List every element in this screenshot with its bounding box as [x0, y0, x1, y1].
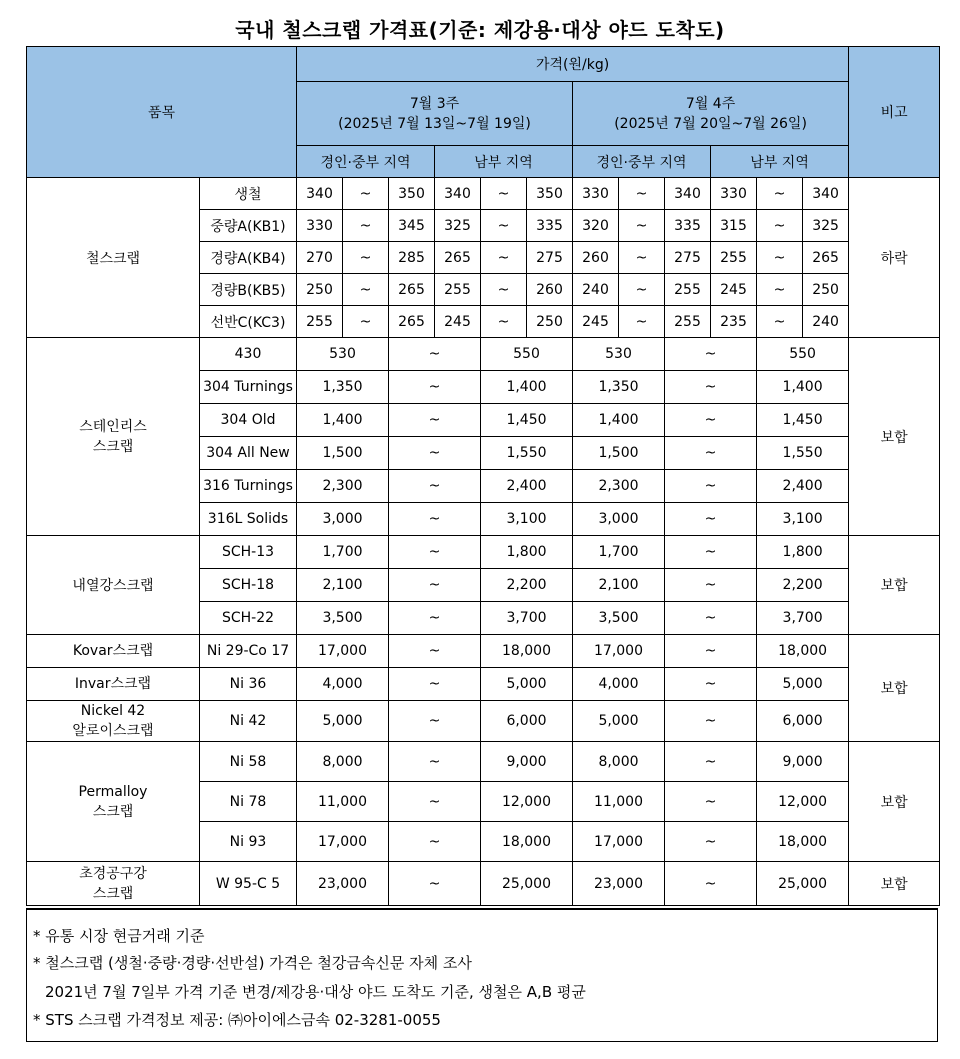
price-min: 11,000: [297, 782, 389, 822]
item-name: 304 Old: [200, 404, 297, 437]
price-min: 17,000: [573, 822, 665, 862]
price-max: 6,000: [757, 701, 849, 742]
price-min: 255: [297, 306, 343, 338]
tilde: ~: [389, 782, 481, 822]
price-min: 8,000: [297, 742, 389, 782]
price-min: 2,300: [297, 470, 389, 503]
price-min: 245: [573, 306, 619, 338]
tilde: ~: [757, 178, 803, 210]
price-max: 255: [665, 306, 711, 338]
tilde: ~: [665, 338, 757, 371]
price-max: 255: [665, 274, 711, 306]
price-min: 315: [711, 210, 757, 242]
note-line: * 유통 시장 현금거래 기준: [33, 927, 205, 945]
note-cell: 보합: [849, 862, 940, 906]
price-max: 260: [527, 274, 573, 306]
price-max: 1,400: [757, 371, 849, 404]
price-max: 25,000: [481, 862, 573, 906]
price-max: 550: [481, 338, 573, 371]
tilde: ~: [757, 274, 803, 306]
tilde: ~: [665, 437, 757, 470]
tilde: ~: [343, 306, 389, 338]
tilde: ~: [481, 242, 527, 274]
table-row: [27, 178, 940, 210]
price-max: 340: [803, 178, 849, 210]
tilde: ~: [665, 470, 757, 503]
price-min: 3,000: [297, 503, 389, 536]
tilde: ~: [389, 404, 481, 437]
price-max: 6,000: [481, 701, 573, 742]
price-min: 320: [573, 210, 619, 242]
price-max: 1,550: [481, 437, 573, 470]
price-max: 1,550: [757, 437, 849, 470]
notes-box: [26, 908, 938, 1042]
price-max: 1,450: [481, 404, 573, 437]
price-min: 3,500: [573, 602, 665, 635]
price-min: 255: [435, 274, 481, 306]
note-line: * 철스크랩 (생철·중량·경량·선반설) 가격은 철강금속신문 자체 조사: [33, 954, 472, 972]
price-min: 270: [297, 242, 343, 274]
header-region-south-w2: 남부 지역: [711, 146, 849, 178]
tilde: ~: [481, 274, 527, 306]
price-min: 8,000: [573, 742, 665, 782]
price-min: 11,000: [573, 782, 665, 822]
price-min: 1,700: [573, 536, 665, 569]
price-max: 265: [803, 242, 849, 274]
tilde: ~: [757, 306, 803, 338]
price-max: 250: [803, 274, 849, 306]
tilde: ~: [665, 602, 757, 635]
price-min: 330: [711, 178, 757, 210]
price-max: 275: [527, 242, 573, 274]
price-max: 265: [389, 306, 435, 338]
item-name: 304 Turnings: [200, 371, 297, 404]
tilde: ~: [619, 274, 665, 306]
price-max: 12,000: [481, 782, 573, 822]
price-min: 17,000: [573, 635, 665, 668]
price-max: 5,000: [481, 668, 573, 701]
price-min: 240: [573, 274, 619, 306]
item-name: Ni 36: [200, 668, 297, 701]
table-row: [27, 635, 940, 668]
tilde: ~: [481, 178, 527, 210]
price-max: 340: [665, 178, 711, 210]
table-row: [27, 862, 940, 906]
tilde: ~: [389, 569, 481, 602]
category-label: 스테인리스: [79, 418, 147, 435]
price-max: 25,000: [757, 862, 849, 906]
price-max: 12,000: [757, 782, 849, 822]
table-row: [27, 668, 940, 701]
price-max: 345: [389, 210, 435, 242]
price-max: 3,700: [481, 602, 573, 635]
price-min: 330: [297, 210, 343, 242]
table-row: [27, 338, 940, 371]
note-cell: 보합: [849, 635, 940, 742]
week-2-range: (2025년 7월 20일~7월 26일): [614, 115, 807, 132]
tilde: ~: [389, 862, 481, 906]
item-name: Ni 93: [200, 822, 297, 862]
price-max: 325: [803, 210, 849, 242]
item-name: 304 All New: [200, 437, 297, 470]
price-min: 5,000: [297, 701, 389, 742]
category-label: 스크랩: [92, 438, 134, 455]
price-min: 1,500: [573, 437, 665, 470]
price-min: 4,000: [573, 668, 665, 701]
price-max: 2,200: [757, 569, 849, 602]
price-max: 2,400: [481, 470, 573, 503]
price-min: 530: [573, 338, 665, 371]
price-min: 1,400: [573, 404, 665, 437]
tilde: ~: [389, 668, 481, 701]
price-max: 335: [665, 210, 711, 242]
price-min: 17,000: [297, 635, 389, 668]
price-min: 250: [297, 274, 343, 306]
header-region-central-w2: 경인·중부 지역: [573, 146, 711, 178]
tilde: ~: [389, 371, 481, 404]
category-label: Kovar스크랩: [72, 643, 154, 659]
price-min: 1,700: [297, 536, 389, 569]
tilde: ~: [757, 242, 803, 274]
price-min: 265: [435, 242, 481, 274]
price-max: 350: [389, 178, 435, 210]
price-min: 1,400: [297, 404, 389, 437]
tilde: ~: [389, 742, 481, 782]
tilde: ~: [343, 274, 389, 306]
note-cell: 보합: [849, 536, 940, 635]
price-min: 325: [435, 210, 481, 242]
price-max: 350: [527, 178, 573, 210]
price-max: 265: [389, 274, 435, 306]
price-min: 3,500: [297, 602, 389, 635]
note-cell: 보합: [849, 742, 940, 862]
tilde: ~: [665, 569, 757, 602]
price-max: 1,400: [481, 371, 573, 404]
price-min: 245: [435, 306, 481, 338]
header-region-south-w1: 남부 지역: [435, 146, 573, 178]
price-max: 1,800: [757, 536, 849, 569]
price-max: 18,000: [481, 635, 573, 668]
price-max: 3,100: [481, 503, 573, 536]
note-cell: 하락: [849, 178, 940, 338]
category-tool-steel: [27, 862, 200, 906]
item-name: 경량A(KB4): [200, 242, 297, 274]
price-min: 3,000: [573, 503, 665, 536]
price-max: 285: [389, 242, 435, 274]
category-label: 초경공구강: [79, 865, 147, 882]
price-max: 250: [527, 306, 573, 338]
price-min: 260: [573, 242, 619, 274]
item-name: 생철: [200, 178, 297, 210]
tilde: ~: [343, 178, 389, 210]
category-label: 스크랩: [92, 803, 134, 820]
price-min: 2,300: [573, 470, 665, 503]
tilde: ~: [665, 404, 757, 437]
category-alloy: [27, 668, 200, 701]
week-1-label: 7월 3주: [409, 95, 460, 112]
header-item: 품목: [27, 47, 297, 178]
tilde: ~: [481, 210, 527, 242]
tilde: ~: [665, 503, 757, 536]
table-row: [27, 742, 940, 782]
price-min: 235: [711, 306, 757, 338]
tilde: ~: [619, 242, 665, 274]
item-name: Ni 78: [200, 782, 297, 822]
item-name: 316 Turnings: [200, 470, 297, 503]
price-min: 340: [297, 178, 343, 210]
tilde: ~: [619, 210, 665, 242]
tilde: ~: [619, 306, 665, 338]
tilde: ~: [343, 210, 389, 242]
category-label: Permalloy: [78, 783, 148, 800]
tilde: ~: [757, 210, 803, 242]
tilde: ~: [619, 178, 665, 210]
price-min: 5,000: [573, 701, 665, 742]
tilde: ~: [665, 668, 757, 701]
item-name: Ni 42: [200, 701, 297, 742]
price-min: 23,000: [573, 862, 665, 906]
tilde: ~: [665, 862, 757, 906]
price-table: [26, 46, 940, 906]
price-min: 1,350: [297, 371, 389, 404]
price-max: 18,000: [757, 822, 849, 862]
tilde: ~: [665, 371, 757, 404]
price-max: 2,400: [757, 470, 849, 503]
tilde: ~: [665, 701, 757, 742]
tilde: ~: [389, 437, 481, 470]
header-region-central-w1: 경인·중부 지역: [297, 146, 435, 178]
price-min: 330: [573, 178, 619, 210]
note-line: * STS 스크랩 가격정보 제공: ㈜아이에스금속 02-3281-0055: [33, 1011, 441, 1029]
tilde: ~: [665, 822, 757, 862]
item-name: 경량B(KB5): [200, 274, 297, 306]
item-name: 선반C(KC3): [200, 306, 297, 338]
price-max: 9,000: [481, 742, 573, 782]
week-1-range: (2025년 7월 13일~7월 19일): [338, 115, 531, 132]
category-label: 알로이스크랩: [72, 723, 154, 739]
tilde: ~: [665, 635, 757, 668]
item-name: Ni 58: [200, 742, 297, 782]
item-name: SCH-22: [200, 602, 297, 635]
tilde: ~: [389, 338, 481, 371]
tilde: ~: [389, 635, 481, 668]
price-min: 245: [711, 274, 757, 306]
tilde: ~: [481, 306, 527, 338]
category-label: 스크랩: [92, 885, 134, 902]
price-max: 9,000: [757, 742, 849, 782]
tilde: ~: [665, 742, 757, 782]
tilde: ~: [343, 242, 389, 274]
tilde: ~: [665, 782, 757, 822]
tilde: ~: [389, 470, 481, 503]
price-min: 17,000: [297, 822, 389, 862]
price-max: 3,100: [757, 503, 849, 536]
table-row: [27, 701, 940, 742]
week-2-label: 7월 4주: [685, 95, 736, 112]
category-stainless: [27, 338, 200, 536]
note-line: 2021년 7월 7일부 가격 기준 변경/제강용·대상 야드 도착도 기준, 생철은 A,B 평균: [45, 983, 586, 1001]
price-min: 2,100: [573, 569, 665, 602]
price-max: 1,800: [481, 536, 573, 569]
header-week-2: [573, 82, 849, 146]
price-max: 335: [527, 210, 573, 242]
price-max: 5,000: [757, 668, 849, 701]
price-max: 18,000: [757, 635, 849, 668]
price-max: 1,450: [757, 404, 849, 437]
tilde: ~: [389, 503, 481, 536]
tilde: ~: [389, 602, 481, 635]
item-name: 430: [200, 338, 297, 371]
header-price: 가격(원/kg): [297, 47, 849, 82]
price-min: 530: [297, 338, 389, 371]
category-permalloy: [27, 742, 200, 862]
item-name: W 95-C 5: [200, 862, 297, 906]
price-max: 18,000: [481, 822, 573, 862]
item-name: SCH-13: [200, 536, 297, 569]
price-min: 340: [435, 178, 481, 210]
note-cell: 보합: [849, 338, 940, 536]
price-max: 2,200: [481, 569, 573, 602]
price-max: 550: [757, 338, 849, 371]
price-max: 3,700: [757, 602, 849, 635]
price-min: 2,100: [297, 569, 389, 602]
item-name: 316L Solids: [200, 503, 297, 536]
price-min: 23,000: [297, 862, 389, 906]
category-label: Invar스크랩: [74, 676, 152, 692]
page-title: 국내 철스크랩 가격표(기준: 제강용·대상 야드 도착도): [235, 18, 725, 42]
category-alloy: [27, 635, 200, 668]
category-alloy: [27, 701, 200, 742]
table-row: [27, 536, 940, 569]
category-heat-resistant: 내열강스크랩: [27, 536, 200, 635]
category-label: Nickel 42: [80, 703, 146, 719]
item-name: SCH-18: [200, 569, 297, 602]
tilde: ~: [389, 822, 481, 862]
price-max: 275: [665, 242, 711, 274]
tilde: ~: [665, 536, 757, 569]
price-min: 1,350: [573, 371, 665, 404]
header-note: 비고: [849, 47, 940, 178]
item-name: 중량A(KB1): [200, 210, 297, 242]
price-min: 255: [711, 242, 757, 274]
tilde: ~: [389, 536, 481, 569]
price-min: 4,000: [297, 668, 389, 701]
item-name: Ni 29-Co 17: [200, 635, 297, 668]
price-max: 240: [803, 306, 849, 338]
price-min: 1,500: [297, 437, 389, 470]
tilde: ~: [389, 701, 481, 742]
category-iron-scrap: 철스크랩: [27, 178, 200, 338]
header-week-1: [297, 82, 573, 146]
